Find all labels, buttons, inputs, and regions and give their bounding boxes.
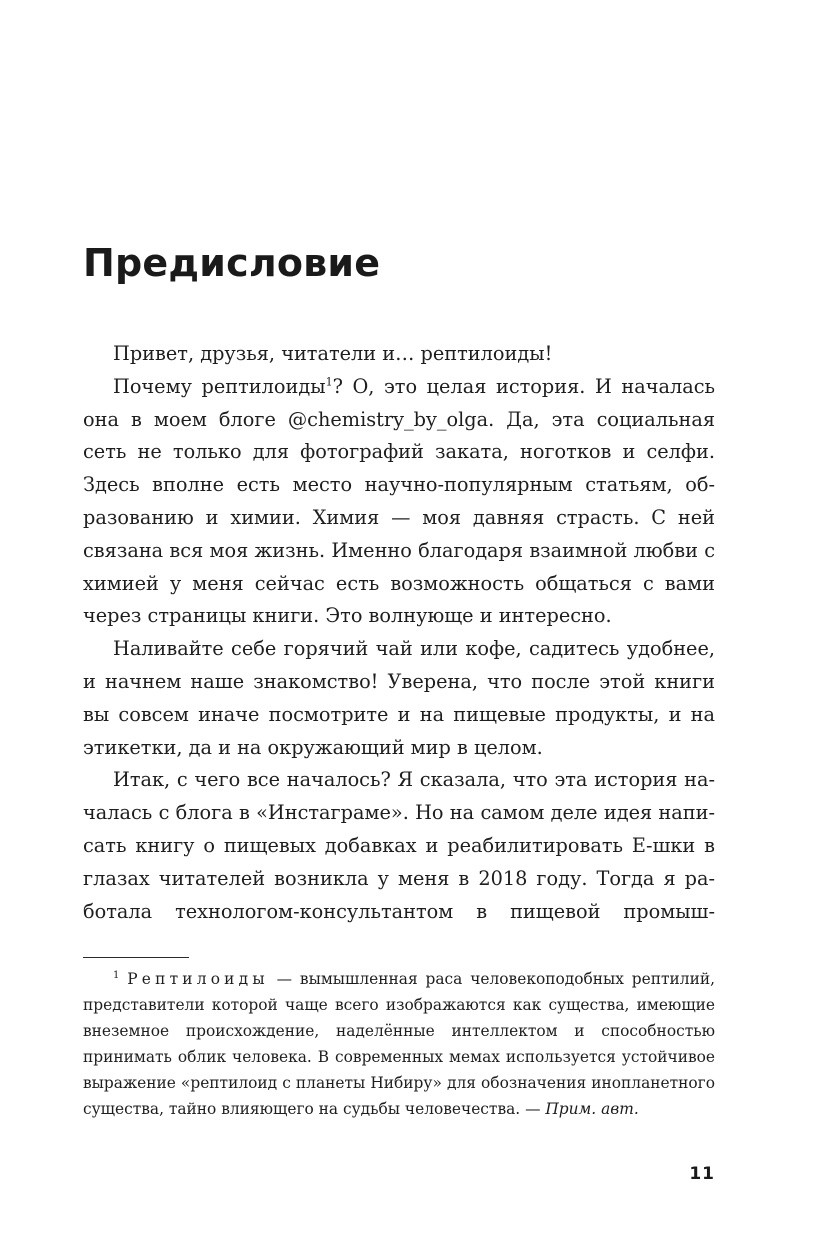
paragraph-why-reptiloids-start: Почему рептилоиды	[113, 374, 326, 398]
page-number: 11	[689, 1164, 715, 1184]
paragraph-invitation: Наливайте себе горячий чай или кофе, садитесь удобнее, и начнем наше знакомство! Уверена, что после этой книги вы совсем иначе посмотрите и на пищевые продукты, и на этикетки, да и на окружающий мир в целом.	[83, 637, 715, 759]
footnote-text: — вымышленная раса человекоподобных рептилий, представители которой чаще всего изображаются как существа, имеющие внеземное происхождение, наделённые интеллектом и способностью принимать облик человека. В современных мемах используется устойчивое выражение «рептилоид с планеты Нибиру» для обозначения инопланетного существа, тайно влияющего на судьбы человечества. —	[83, 970, 715, 1118]
paragraph-how-it-started: Итак, с чего все началось? Я сказала, что эта история началась с блога в «Инстаграме». Но на самом деле идея написать книгу о пищевых добавках и реабилитировать Е-шки в глазах читателей возникла у меня в 2018 году. Тогда я работала технологом-консультантом в пищевой промыш-	[83, 768, 715, 923]
paragraph-why-reptiloids	[83, 371, 715, 633]
book-page	[83, 0, 715, 1252]
footnote-reference[interactable]: 1	[325, 375, 333, 389]
paragraph-greeting: Привет, друзья, читатели и… рептилоиды!	[113, 342, 553, 365]
body-text	[83, 338, 715, 928]
footnote-mark: 1	[113, 969, 120, 981]
footnote-term: Рептилоиды	[127, 970, 269, 988]
footnote-divider	[83, 957, 189, 958]
paragraph-why-reptiloids-rest: ? О, это целая история. И началась она в моем блоге @chemistry_by_olga. Да, эта социальная сеть не только для фотографий заката, ноготков и селфи. Здесь вполне есть место научно-популярным статьям, образованию и химии. Химия — моя давняя страсть. С ней связана вся моя жизнь. Именно благодаря взаимной любви с химией у меня сейчас есть возможность общаться с вами через страницы книги. Это волнующе и интересно.	[83, 374, 715, 628]
footnote-author-note: Прим. авт.	[545, 1100, 639, 1118]
footnote	[83, 966, 715, 1122]
chapter-title: Предисловие	[83, 241, 381, 285]
